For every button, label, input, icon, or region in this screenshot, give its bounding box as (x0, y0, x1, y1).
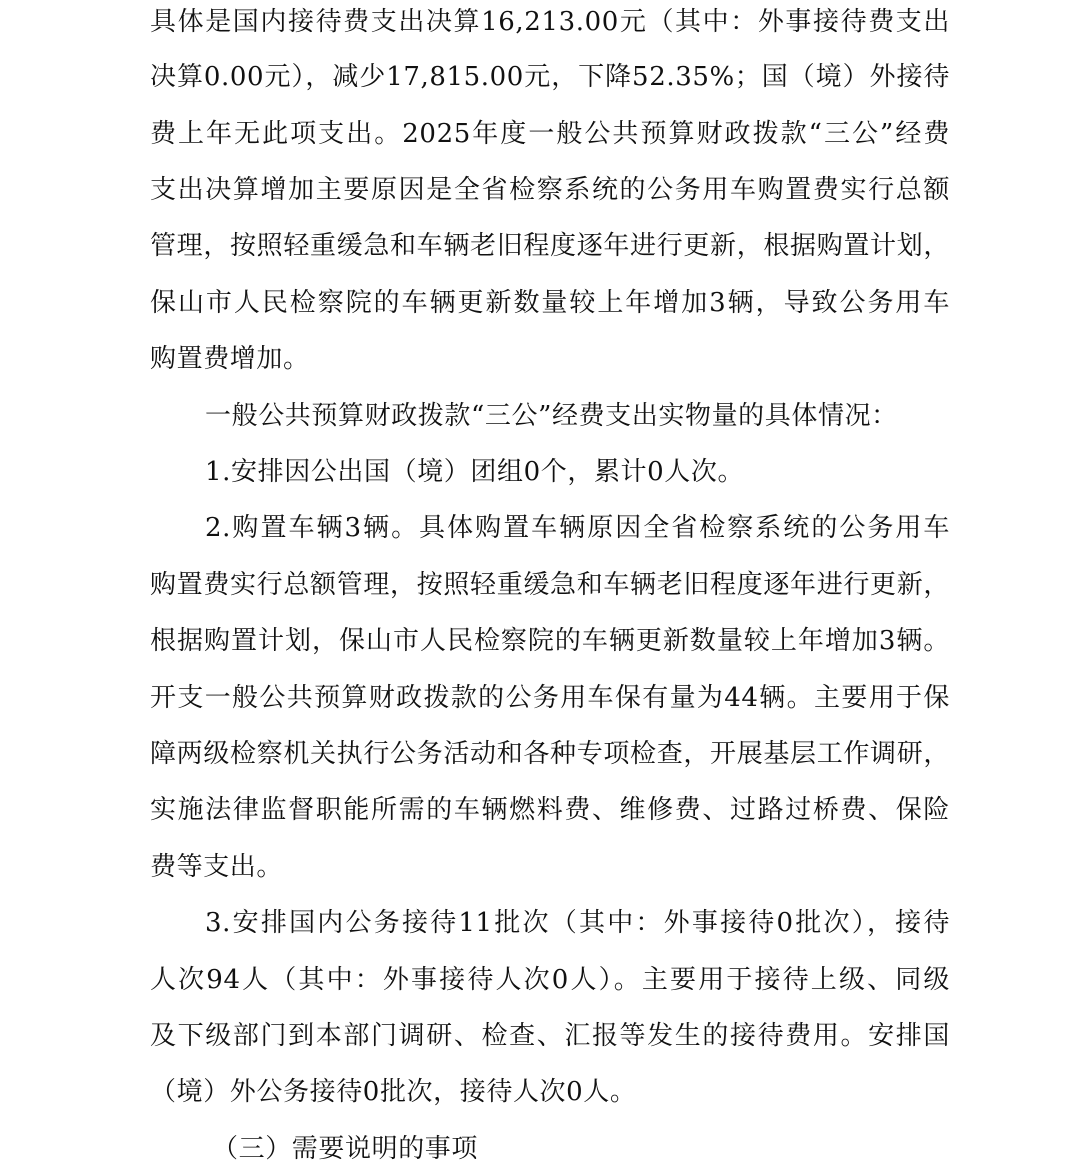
text-line: 人次94人（其中：外事接待人次0人）。主要用于接待上级、同级 (150, 965, 950, 995)
text-line: （境）外公务接待0批次，接待人次0人。 (150, 1077, 637, 1107)
text-line: 障两级检察机关执行公务活动和各种专项检查，开展基层工作调研， (150, 739, 950, 769)
text-line: 管理，按照轻重缓急和车辆老旧程度逐年进行更新，根据购置计划， (150, 231, 950, 261)
list-item: 2.购置车辆3辆。具体购置车辆原因全省检察系统的公务用车 (205, 513, 950, 543)
text-line: 保山市人民检察院的车辆更新数量较上年增加3辆，导致公务用车 (150, 288, 950, 318)
text-line: 决算0.00元），减少17,815.00元，下降52.35%；国（境）外接待 (150, 62, 950, 92)
text-line: 购置费增加。 (150, 344, 310, 374)
text-line: 购置费实行总额管理，按照轻重缓急和车辆老旧程度逐年进行更新， (150, 570, 950, 600)
text-line: 根据购置计划，保山市人民检察院的车辆更新数量较上年增加3辆。 (150, 626, 950, 656)
text-line: 一般公共预算财政拨款“三公”经费支出实物量的具体情况： (205, 401, 898, 431)
text-line: 费上年无此项支出。2025年度一般公共预算财政拨款“三公”经费 (150, 119, 950, 149)
list-item: 1.安排因公出国（境）团组0个，累计0人次。 (205, 457, 745, 487)
text-line: 开支一般公共预算财政拨款的公务用车保有量为44辆。主要用于保 (150, 683, 950, 713)
text-line: 实施法律监督职能所需的车辆燃料费、维修费、过路过桥费、保险 (150, 795, 950, 825)
text-line: 费等支出。 (150, 852, 284, 882)
list-item: 3.安排国内公务接待11批次（其中：外事接待0批次），接待 (205, 908, 950, 938)
section-heading: （三）需要说明的事项 (212, 1134, 479, 1164)
text-line: 及下级部门到本部门调研、检查、汇报等发生的接待费用。安排国 (150, 1021, 950, 1051)
text-line: 支出决算增加主要原因是全省检察系统的公务用车购置费实行总额 (150, 175, 950, 205)
text-line: 具体是国内接待费支出决算16,213.00元（其中：外事接待费支出 (150, 7, 950, 37)
